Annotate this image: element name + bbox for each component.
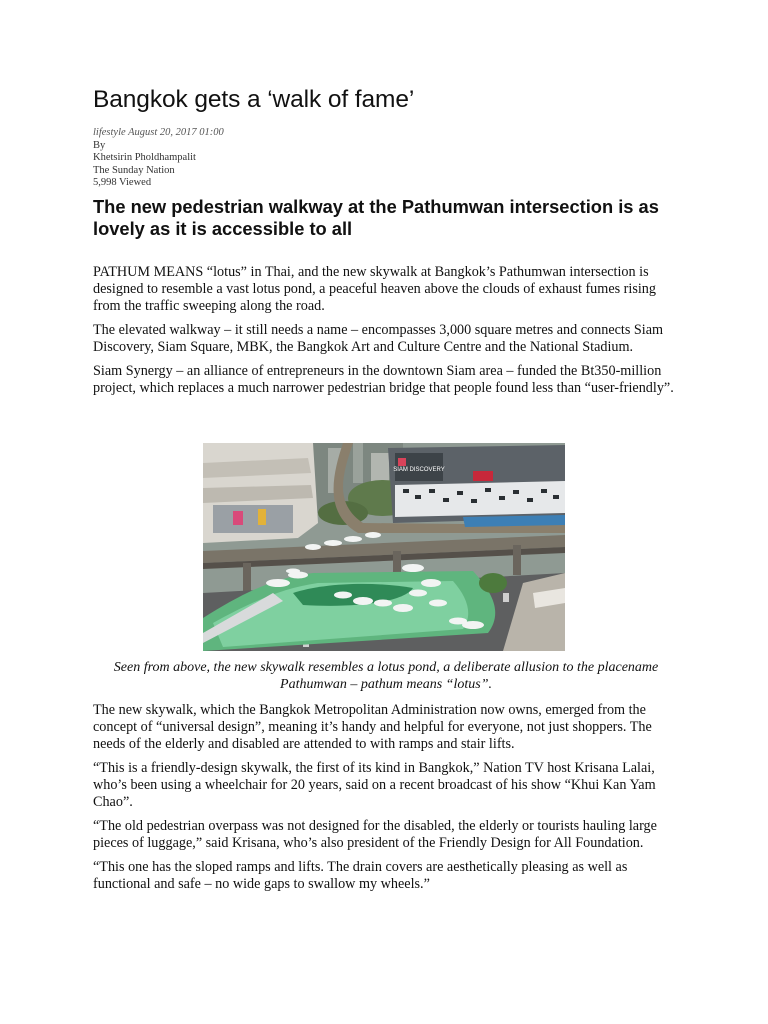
paragraph: “The old pedestrian overpass was not designed for the disabled, the elderly or tourists hauling large pieces of luggage,” said Krisana, who’s also president of the Friendly Design for All Foundation. — [93, 818, 657, 851]
photo-caption: Seen from above, the new skywalk resembles a lotus pond, a deliberate allusion to the placename Pathumwan – pathum means “lotus”. — [113, 660, 659, 692]
article-subtitle: The new pedestrian walkway at the Pathumwan intersection is as lovely as it is accessible to all — [93, 196, 659, 239]
article-body-bottom — [93, 702, 679, 900]
author-name: Khetsirin Pholdhampalit — [93, 152, 196, 164]
paragraph: The new skywalk, which the Bangkok Metropolitan Administration now owns, emerged from the concept of “universal design”, meaning it’s handy and helpful for everyone, not just shoppers. The needs of the elderly and disabled are attended to with ramps and stair lifts. — [93, 702, 652, 752]
paragraph: The elevated walkway – it still needs a name – encompasses 3,000 square metres and connects Siam Discovery, Siam Square, MBK, the Bangkok Art and Culture Centre and the National Stadium. — [93, 322, 664, 355]
article-title: Bangkok gets a ‘walk of fame’ — [93, 86, 415, 113]
article-meta — [93, 127, 224, 190]
paragraph: “This is a friendly-design skywalk, the first of its kind in Bangkok,” Nation TV host Krisana Lalai, who’s been using a wheelchair for 20 years, said on a recent broadcast of his show “Khui Kan Yam Chao”. — [93, 760, 656, 810]
view-count: 5,998 Viewed — [93, 177, 152, 189]
skywalk-photo — [203, 443, 565, 651]
publication-name: The Sunday Nation — [93, 164, 175, 176]
dateline: lifestyle August 20, 2017 01:00 — [93, 127, 224, 138]
article-body-top — [93, 264, 679, 404]
byline-label: By — [93, 139, 106, 151]
building-sign: SIAM DISCOVERY — [393, 467, 445, 473]
paragraph: PATHUM MEANS “lotus” in Thai, and the new skywalk at Bangkok’s Pathumwan intersection is designed to resemble a vast lotus pond, a peaceful heaven above the clouds of exhaust fumes rising from the traffic sweeping along the road. — [93, 264, 656, 314]
paragraph: Siam Synergy – an alliance of entrepreneurs in the downtown Siam area – funded the Bt350-million project, which replaces a much narrower pedestrian bridge that people found less than “user-friendly”. — [93, 363, 674, 396]
paragraph: “This one has the sloped ramps and lifts. The drain covers are aesthetically pleasing as well as functional and safe – no wide gaps to swallow my wheels.” — [93, 859, 628, 892]
